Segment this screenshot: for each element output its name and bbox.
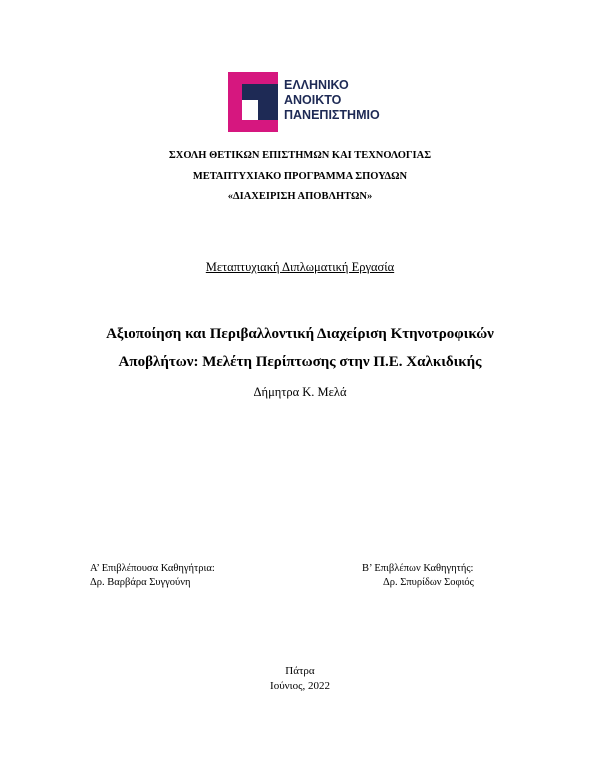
first-supervisor [90,562,215,590]
program-name: «ΔΙΑΧΕΙΡΙΣΗ ΑΠΟΒΛΗΤΩΝ» [227,191,373,202]
thesis-title [0,320,600,376]
footer [0,664,600,694]
university-logo [228,70,388,134]
first-supervisor-name: Δρ. Βαρβάρα Συγγούνη [90,577,191,588]
footer-date: Ιούνιος, 2022 [270,680,330,692]
thesis-title-line-1: Αξιοποίηση και Περιβαλλοντική Διαχείριση Κτηνοτροφικών [106,326,494,342]
second-supervisor-role: Β’ Επιβλέπων Καθηγητής: [362,563,474,574]
school-name: ΣΧΟΛΗ ΘΕΤΙΚΩΝ ΕΠΙΣΤΗΜΩΝ ΚΑΙ ΤΕΧΝΟΛΟΓΙΑΣ [168,150,432,161]
logo-line-2: ΑΝΟΙΚΤΟ [284,93,342,107]
thesis-title-line-2: Αποβλήτων: Μελέτη Περίπτωσης στην Π.Ε. Χαλκιδικής [118,354,482,370]
logo-wordmark [284,78,380,123]
program-label: ΜΕΤΑΠΤΥΧΙΑΚΟ ΠΡΟΓΡΑΜΜΑ ΣΠΟΥΔΩΝ [192,171,408,182]
logo-line-3: ΠΑΝΕΠΙΣΤΗΜΙΟ [284,108,380,122]
author-name: Δήμητρα Κ. Μελά [253,385,347,399]
logo-mark-icon [228,70,284,134]
second-supervisor [362,562,474,590]
thesis-type [0,260,600,275]
thesis-type-text: Μεταπτυχιακή Διπλωματική Εργασία [205,260,395,274]
logo-line-1: ΕΛΛΗΝΙΚΟ [284,78,349,92]
second-supervisor-name: Δρ. Σπυρίδων Σοφιός [383,577,474,588]
first-supervisor-role: Α’ Επιβλέπουσα Καθηγήτρια: [90,563,215,574]
footer-city: Πάτρα [285,665,315,677]
